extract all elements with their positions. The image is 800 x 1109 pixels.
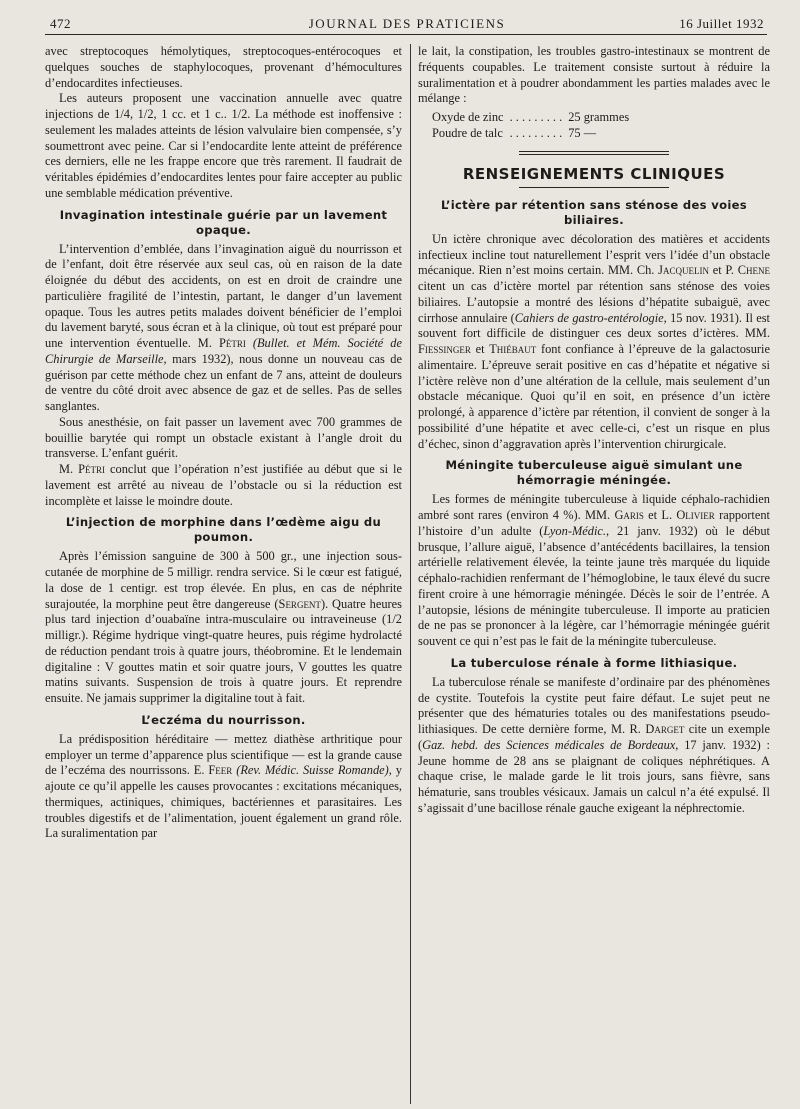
paragraph: L’intervention d’emblée, dans l’invagination aiguë du nourrisson et de l’enfant, doit être réservée aux seul cas, où en raison de la date éloignée du début des accidents, on est en droit de craindre une particulière fragilité de l’intestin, partant, le danger d’un lavement opaque. Tous les autres petits malades doivent bénéficier de l’emploi du lavement baryté, sous écran et à la clinique, où tout est préparé pour une intervention éventuelle. M. Pétri (Bullet. et Mém. Société de Chirurgie de Marseille, mars 1932), nous donne un nouveau cas de guérison par cette méthode chez un enfant de 7 ans, atteint de douleurs de ventre du côté droit avec absence de gaz et de selles. Pas de selles sanglantes. (45, 241, 402, 413)
table-row: Oxyde de zinc . . . . . . . . . 25 grammes (432, 110, 630, 124)
author-name: Chene (737, 263, 770, 278)
paragraph: Après l’émission sanguine de 300 à 500 gr., une injection sous-cutanée de morphine de 5 milligr. rendra service. Si le cœur est fatigué, la dose de 1 centigr. est trop élevée. En plus, en cas de néphrite surajoutée, la morphine peut être dangereuse (Sergent). Quatre heures plus tard injection d’ouabaïne intra-musculaire ou intraveineuse (1/2 milligr.). Régime hydrique vingt-quatre heures, puis régime hydrolacté de réduction pendant trois à quatre jours, théobromine. Et le lendemain digitaline : V gouttes matin et soir quatre jours, V gouttes les quatre matins suivants. Suspension de trois à quatre jours. Et reprendre ensuite. Ne jamais supprimer la digitaline tout à fait. (45, 549, 402, 705)
paragraph: Les auteurs proposent une vaccination annuelle avec quatre injections de 1/4, 1/2, 1 cc. et 1 c.. 1/2. La méthode est inoffensive : seulement les malades atteints de lésion valvulaire bien compensée, s’y soumettront avec peine. Car si l’endocardite lente atteint de préférence ces derniers, elle ne les frappe encore que très rarement. Il faudrait de véritables épidémies d’endocardites lentes pour faire accepter au public une semblable médication préventive. (45, 91, 402, 200)
author-name: Garis (614, 508, 644, 522)
author-name: Pétri (78, 462, 106, 476)
article-heading: Méningite tuberculeuse aiguë simulant une hémorragie méningée. (445, 458, 743, 488)
citation: Cahiers de gastro-entérologie, (514, 310, 667, 325)
citation: (Bullet. et Mém. Société de Chirurgie de Marseille, (45, 336, 402, 366)
author-name: Thiébaut (489, 342, 537, 356)
article-heading: L’eczéma du nourrisson. (141, 712, 306, 727)
paragraph: La tuberculose rénale se manifeste d’ordinaire par des phénomènes de cystite. Toutefois la cystite peut faire défaut. Le sujet peut ne présenter que des hématuries totales ou des manifestations pseudo-lithiasiques. De cette dernière forme, M. R. Darget cite un exemple (Gaz. hebd. des Sciences médicales de Bordeaux, 17 janv. 1932) : Jeune homme de 28 ans se plaignant de coliques néphrétiques. A chaque crise, le malade garde le lit trois jours, sans fièvre, sans hématurie, sans troubles vésicaux. Jamais un calcul n’a été expulsé. Il s’agissait d’une bacillose rénale gauche exigeant la néphrectomie. (418, 674, 770, 815)
author-name: Darget (645, 722, 685, 736)
section-title: RENSEIGNEMENTS CLINIQUES (462, 165, 726, 183)
citation: Lyon-Médic., (543, 523, 610, 538)
table-row: Poudre de talc . . . . . . . . . 75 — (432, 126, 597, 140)
paragraph: M. Pétri conclut que l’opération n’est justifiée au début que si le lavement est arrêté au niveau de l’obstacle ou si la réduction est incomplète et laisse le moindre doute. (45, 462, 402, 508)
page-number: 472 (50, 16, 71, 31)
header-rule (45, 34, 767, 35)
double-rule (519, 151, 669, 155)
left-column (45, 44, 402, 842)
paragraph: Sous anesthésie, on fait passer un lavement avec 700 grammes de bouillie barytée qui rompt un obstacle existant à l’angle droit du transverse. L’enfant guérit. (45, 414, 402, 461)
citation: Gaz. hebd. des Sciences médicales de Bordeaux, (422, 737, 679, 752)
article-heading: L’ictère par rétention sans sténose des voies biliaires. (441, 197, 747, 227)
issue-date: 16 Juillet 1932 (679, 16, 764, 31)
section-rule (519, 187, 669, 188)
paragraph: le lait, la constipation, les troubles gastro-intestinaux se montrent de fréquents coupables. Le traitement consiste surtout à réduire la suralimentation et à poudrer abondamment les parties malades avec le mélange : (418, 44, 770, 106)
page-header (50, 16, 764, 36)
author-name: Jacquelin (658, 263, 709, 278)
paragraph: avec streptocoques hémolytiques, streptocoques-entérocoques et quelques souches de staphylocoques, provenant d’hémocultures d’endocardites infectieuses. (45, 44, 402, 90)
author-name: Pétri (218, 336, 246, 350)
paragraph: Un ictère chronique avec décoloration des matières et accidents infectieux incline tout naturellement l’esprit vers l’idée d’un obstacle mécanique. Rien n’est moins certain. MM. Ch. Jacquelin et P. Chene citent un cas d’ictère mortel par rétention sans sténose des voies biliaires. L’autopsie a montré des lésions d’hépatite subaiguë, avec cirrhose annulaire (Cahiers de gastro-entérologie, 15 nov. 1931). Il est souvent fort difficile de distinguer ces deux sortes d’ictères. MM. Fiessinger et Thiébaut font confiance à l’épreuve de la galactosurie alimentaire. L’épreuve serait positive en cas d’hépatite et négative si l’ictère relève non d’une altération de la cellule, mais seulement d’un obstacle mécanique. Quoi qu’il en soit, en présence d’un ictère prolongé, à apparence d’ictère par rétention, il convient de songer à la possibilité d’une hépatite et avec celle-ci, c’est un risque en plus d’échec, sinon d’aggravation après l’intervention chirurgicale. (418, 231, 771, 451)
article-heading: Invagination intestinale guérie par un lavement opaque. (59, 207, 388, 237)
author-name: Feer (208, 763, 233, 778)
mixture-table (432, 109, 629, 141)
journal-title: JOURNAL DES PRATICIENS (308, 16, 506, 31)
author-name: Olivier (676, 508, 715, 522)
paragraph: Les formes de méningite tuberculeuse à liquide céphalo-rachidien ambré sont rares (environ 4 %). MM. Garis et L. Olivier rapportent l’histoire d’un adulte (Lyon-Médic., 21 janv. 1932) où le début brusque, l’allure aiguë, l’absence d’antécédents bacillaires, la tension artérielle relativement élevée, la teinte jaune très marquée du liquide céphalo-rachidien renfermant de l’hémoglobine, le taux élevé du sucre firent croire à une hémorragie méningée. Décès le soir de l’entrée. A l’autopsie, lésions de méningite tuberculeuse. Il importe au praticien de ne pas se prononcer à la légère, car l’hémorragie méningée guérit souvent ce qui n’est pas le fait de la méningite tuberculeuse. (418, 492, 770, 648)
author-name: Sergent (278, 596, 321, 611)
column-divider (410, 44, 411, 1104)
citation: (Rev. Médic. Suisse Romande), (236, 763, 392, 778)
article-heading: L’injection de morphine dans l’œdème aigu du poumon. (65, 515, 382, 545)
article-heading: La tuberculose rénale à forme lithiasique. (450, 655, 738, 670)
right-column (418, 44, 770, 817)
paragraph: La prédisposition héréditaire — mettez diathèse arthritique pour employer un terme d’apparence plus scientifique — est la grande cause de l’eczéma des nourrissons. E. Feer (Rev. Médic. Suisse Romande), y ajoute ce qu’il appelle les causes provocantes : excitations mécaniques, thermiques, actiniques, chimiques, bactériennes et parasitaires. Les troubles digestifs et de l’alimentation, jouent également un grand rôle. La suralimentation par (45, 731, 402, 841)
author-name: Fiessinger (418, 342, 471, 356)
